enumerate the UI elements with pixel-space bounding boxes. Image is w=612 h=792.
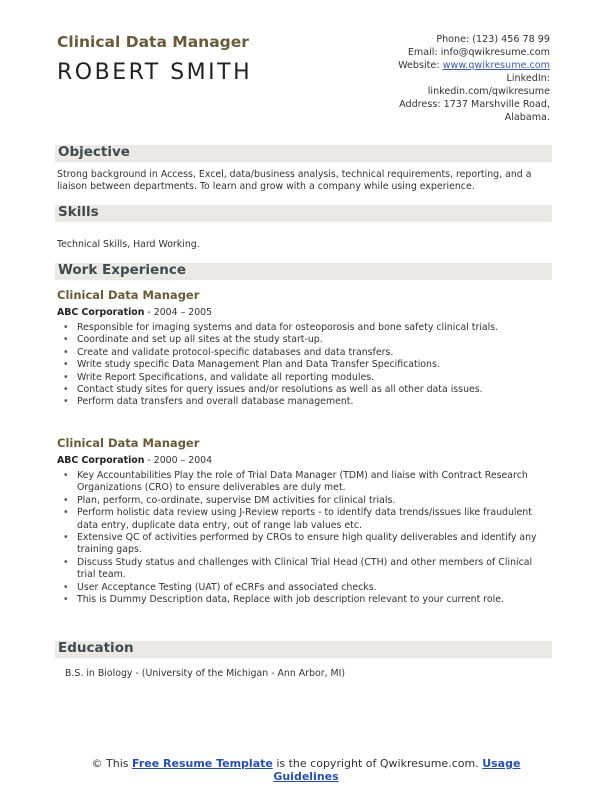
skills-heading: Skills [58, 204, 99, 220]
list-item: • Write study specific Data Management Plan and Data Transfer Specifications. [57, 359, 552, 371]
job-2-company-line [57, 455, 212, 466]
list-item: • Write Report Specifications, and validate all reporting modules. [57, 372, 552, 384]
usage-link[interactable]: Usage [482, 757, 521, 770]
list-item: • Coordinate and set up all sites at the study start-up. [57, 334, 552, 346]
list-item: • Contact study sites for query issues and/or resolutions as well as all other data issues. [57, 384, 552, 396]
job-2-company: ABC Corporation [57, 455, 145, 466]
contact-linkedin-value: linkedin.com/qwikresume [427, 86, 550, 97]
education-heading: Education [58, 640, 134, 656]
contact-address-line1: Address: 1737 Marshville Road, [399, 99, 550, 110]
contact-address-line2: Alabama. [504, 112, 550, 123]
list-item: • Plan, perform, co-ordinate, supervise DM activities for clinical trials. [57, 495, 552, 507]
skills-section-bar [55, 205, 552, 222]
contact-linkedin-label: LinkedIn: [506, 73, 550, 84]
job-1-company-line [57, 307, 212, 318]
objective-heading: Objective [58, 144, 130, 160]
job-2-dates: - 2000 – 2004 [144, 455, 213, 466]
objective-text: Strong background in Access, Excel, data/business analysis, technical requirements, reporting, and a liaison between departments. To learn and grow with a company while using experience. [57, 169, 532, 192]
footer [0, 757, 612, 783]
footer-line-2 [0, 770, 612, 783]
job-1-dates: - 2004 – 2005 [144, 307, 213, 318]
contact-phone: Phone: (123) 456 78 99 [436, 34, 550, 45]
list-item: • This is Dummy Description data, Replace with job description relevant to your current role. [57, 594, 552, 606]
website-label: Website: [398, 60, 443, 71]
education-section-bar [55, 641, 552, 658]
list-item: • Perform data transfers and overall database management. [57, 396, 552, 408]
list-item: • Discuss Study status and challenges with Clinical Trial Head (CTH) and other members of Clinical trial team. [57, 557, 552, 582]
objective-section-bar [55, 145, 552, 162]
list-item: • User Acceptance Testing (UAT) of eCRFs and associated checks. [57, 582, 552, 594]
footer-middle: is the copyright of Qwikresume.com. [272, 757, 483, 770]
contact-website [350, 59, 550, 72]
free-resume-template-link[interactable]: Free Resume Template [132, 757, 273, 770]
list-item: • Responsible for imaging systems and data for osteoporosis and bone safety clinical trials. [57, 322, 552, 334]
job-1-title: Clinical Data Manager [57, 288, 200, 302]
contact-email: Email: info@qwikresume.com [407, 47, 550, 58]
person-name: ROBERT SMITH [57, 60, 253, 85]
skills-text: Technical Skills, Hard Working. [57, 239, 200, 250]
footer-line-1 [0, 757, 612, 770]
job-1-company: ABC Corporation [57, 307, 145, 318]
guidelines-link[interactable]: Guidelines [273, 770, 339, 783]
list-item: • Perform holistic data review using J-Review reports - to identify data trends/issues like fraudulent data entry, duplicate data entry, out of range lab values etc. [57, 507, 552, 532]
list-item: • Extensive QC of activities performed by CROs to ensure high quality deliverables and identify any training gaps. [57, 532, 552, 557]
header-job-title: Clinical Data Manager [57, 33, 249, 51]
website-link[interactable]: www.qwikresume.com [442, 60, 550, 71]
job-2-bullets [57, 470, 552, 606]
job-1-bullets [57, 322, 552, 409]
work-experience-section-bar [55, 263, 552, 280]
list-item: • Key Accountabilities Play the role of Trial Data Manager (TDM) and liaise with Contract Research Organizations (CRO) to ensure deliverables are duly met. [57, 470, 552, 495]
job-2-title: Clinical Data Manager [57, 436, 200, 450]
education-text: B.S. in Biology - (University of the Michigan - Ann Arbor, MI) [65, 668, 346, 679]
list-item: • Create and validate protocol-specific databases and data transfers. [57, 347, 552, 359]
contact-block [350, 33, 550, 124]
footer-prefix: © This [91, 757, 133, 770]
work-experience-heading: Work Experience [58, 262, 186, 278]
